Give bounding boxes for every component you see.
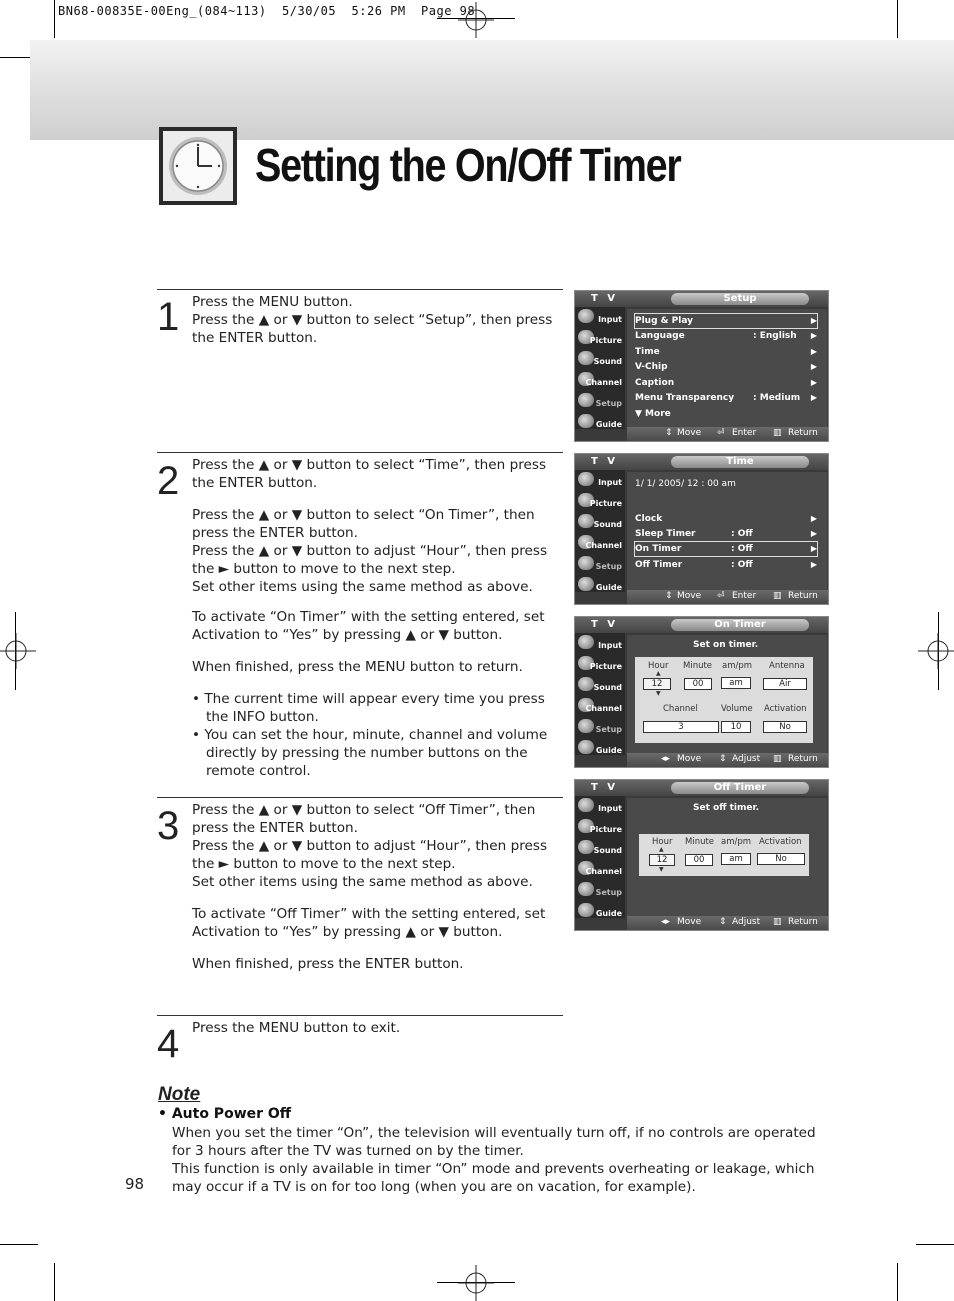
registration-mark-icon xyxy=(458,1265,494,1301)
clock-icon xyxy=(159,127,237,205)
sidebar-item-channel[interactable]: Channel xyxy=(575,696,625,716)
osd-menu xyxy=(627,309,827,427)
osd-sidebar xyxy=(575,796,625,918)
step-4-text xyxy=(192,1019,562,1037)
osd-top-bar xyxy=(575,291,828,307)
osd-message: Set on timer. xyxy=(693,640,759,650)
guide-icon xyxy=(578,740,594,754)
step-bullet: • You can set the hour, minute, channel and volume directly by pressing the number buttons on the remote control. xyxy=(192,727,548,779)
arrow-right-icon: ▶ xyxy=(810,378,817,387)
arrow-right-icon: ▶ xyxy=(810,316,817,325)
page-title: Setting the On/Off Timer xyxy=(255,139,681,191)
osd-header: Time xyxy=(671,456,809,468)
note-paragraph: When you set the timer “On”, the television will eventually turn off, if no controls are operated for 3 hours after the TV was turned on by the timer. xyxy=(172,1125,816,1159)
on-timer-panel: Hour Minute am/pm Antenna ▲ 12 ▼ 00 am Air Channel Volume Activation 3 10 No xyxy=(635,657,813,743)
osd-header: Setup xyxy=(671,293,809,305)
print-header: BN68-00835E-00Eng_(084~113) 5/30/05 5:26 PM Page 98 xyxy=(58,4,476,18)
menu-item-vchip[interactable]: V-Chip ▶ xyxy=(635,362,817,372)
clock-readout: 1/ 1/ 2005/ 12 : 00 am xyxy=(635,479,736,489)
menu-item-off-timer[interactable]: Off Timer : Off ▶ xyxy=(635,560,817,570)
return-icon: ▥ xyxy=(773,754,782,764)
sidebar-item-setup[interactable]: Setup xyxy=(575,391,625,411)
osd-top-bar xyxy=(575,454,828,470)
guide-icon xyxy=(578,577,594,591)
input-icon xyxy=(578,798,594,812)
osd-sidebar xyxy=(575,633,625,755)
osd-menu xyxy=(627,635,827,753)
adjust-icon: ⇕ xyxy=(719,917,727,927)
step-divider xyxy=(157,1015,563,1016)
setup-icon xyxy=(578,719,594,733)
setup-icon xyxy=(578,882,594,896)
osd-top-bar xyxy=(575,780,828,796)
osd-on-timer-screen xyxy=(574,616,829,768)
menu-item-time[interactable]: Time ▶ xyxy=(635,347,817,357)
step-paragraph: Press the MENU button. xyxy=(192,294,353,310)
osd-footer: ⇕ Move ⏎ Enter ▥ Return xyxy=(627,427,828,441)
menu-item-plug-play[interactable]: Plug & Play ▶ xyxy=(635,316,817,326)
registration-mark-icon xyxy=(918,633,954,669)
arrow-right-icon: ▶ xyxy=(810,529,817,538)
sidebar-item-input[interactable]: Input xyxy=(575,307,625,327)
arrow-down-icon: ▼ xyxy=(656,690,661,697)
sidebar-item-picture[interactable]: Picture xyxy=(575,491,625,511)
sidebar-item-picture[interactable]: Picture xyxy=(575,328,625,348)
osd-message: Set off timer. xyxy=(693,803,760,813)
crop-mark xyxy=(897,0,898,38)
step-paragraph: Set other items using the same method as above. xyxy=(192,579,533,595)
osd-header: Off Timer xyxy=(671,782,809,794)
osd-sidebar xyxy=(575,470,625,592)
input-icon xyxy=(578,309,594,323)
activation-field[interactable]: No xyxy=(757,853,805,865)
sidebar-item-guide[interactable]: Guide xyxy=(575,901,625,921)
note-text xyxy=(172,1124,822,1196)
ampm-field[interactable]: am xyxy=(721,677,751,689)
hour-field[interactable]: 12 xyxy=(649,854,675,866)
sidebar-item-guide[interactable]: Guide xyxy=(575,575,625,595)
volume-field[interactable]: 10 xyxy=(721,721,751,733)
arrow-right-icon: ▶ xyxy=(810,544,817,553)
minute-field[interactable]: 00 xyxy=(685,854,713,866)
input-icon xyxy=(578,472,594,486)
sidebar-item-picture[interactable]: Picture xyxy=(575,817,625,837)
sidebar-item-channel[interactable]: Channel xyxy=(575,370,625,390)
osd-top-bar xyxy=(575,617,828,633)
arrow-right-icon: ▶ xyxy=(810,347,817,356)
sidebar-item-sound[interactable]: Sound xyxy=(575,349,625,369)
menu-item-caption[interactable]: Caption ▶ xyxy=(635,378,817,388)
step-paragraph: Press the ▲ or ▼ button to select “Off Timer”, then press the ENTER button. xyxy=(192,802,536,836)
menu-item-sleep-timer[interactable]: Sleep Timer : Off ▶ xyxy=(635,529,817,539)
sound-icon xyxy=(578,677,594,691)
osd-sidebar xyxy=(575,307,625,429)
sidebar-item-channel[interactable]: Channel xyxy=(575,859,625,879)
menu-item-more[interactable]: ▼ More xyxy=(635,409,671,419)
hour-field[interactable]: 12 xyxy=(643,678,671,690)
menu-item-clock[interactable]: Clock ▶ xyxy=(635,514,817,524)
crop-mark xyxy=(54,1263,55,1301)
note-paragraph: This function is only available in timer “On” mode and prevents overheating or leakage, which may occur if a TV is on for too long (when you are on vacation, for example). xyxy=(172,1161,815,1195)
move-icon: ◂▸ xyxy=(661,754,671,764)
crop-mark xyxy=(54,0,55,38)
header-banner xyxy=(30,40,954,140)
arrow-up-icon: ▲ xyxy=(656,670,661,677)
registration-mark-icon xyxy=(458,2,494,38)
sidebar-item-guide[interactable]: Guide xyxy=(575,738,625,758)
ampm-field[interactable]: am xyxy=(721,853,751,865)
step-paragraph: To activate “Off Timer” with the setting entered, set Activation to “Yes” by pressing ▲ or ▼ button. xyxy=(192,906,546,940)
off-timer-panel: Hour Minute am/pm Activation ▲ 12 ▼ 00 am No xyxy=(639,834,809,876)
adjust-icon: ⇕ xyxy=(719,754,727,764)
step-paragraph: Press the ▲ or ▼ button to select “Setup”, then press the ENTER button. xyxy=(192,312,553,346)
step-divider xyxy=(157,289,563,290)
sidebar-item-setup[interactable]: Setup xyxy=(575,717,625,737)
setup-icon xyxy=(578,393,594,407)
sidebar-item-setup[interactable]: Setup xyxy=(575,880,625,900)
osd-footer: ◂▸ Move ⇕ Adjust ▥ Return xyxy=(627,916,828,930)
return-icon: ▥ xyxy=(773,591,782,601)
activation-field[interactable]: No xyxy=(763,721,807,733)
osd-time-screen xyxy=(574,453,829,605)
sidebar-item-input[interactable]: Input xyxy=(575,633,625,653)
note-heading: • Auto Power Off xyxy=(158,1106,292,1122)
step-1-text xyxy=(192,293,562,347)
minute-field[interactable]: 00 xyxy=(684,678,712,690)
menu-item-language[interactable]: Language : English ▶ xyxy=(635,331,817,341)
crop-mark xyxy=(916,1244,954,1245)
setup-icon xyxy=(578,556,594,570)
arrow-right-icon: ▶ xyxy=(810,514,817,523)
sound-icon xyxy=(578,840,594,854)
crop-mark xyxy=(897,1263,898,1301)
move-icon: ◂▸ xyxy=(661,917,671,927)
page-number: 98 xyxy=(125,1175,145,1193)
osd-tv-label: T V xyxy=(591,456,619,467)
menu-item-on-timer[interactable]: On Timer : Off ▶ xyxy=(635,544,817,554)
menu-item-menu-transparency[interactable]: Menu Transparency : Medium ▶ xyxy=(635,393,817,403)
note-title: Note xyxy=(158,1084,201,1105)
step-number: 1 xyxy=(157,295,180,339)
step-paragraph: Press the ▲ or ▼ button to select “Time”, then press the ENTER button. xyxy=(192,457,547,491)
osd-tv-label: T V xyxy=(591,782,619,793)
return-icon: ▥ xyxy=(773,917,782,927)
step-bullet: • The current time will appear every time you press the INFO button. xyxy=(192,691,545,725)
channel-field[interactable]: 3 xyxy=(643,721,719,733)
step-number: 4 xyxy=(157,1022,180,1066)
enter-icon: ⏎ xyxy=(717,591,725,601)
step-paragraph: To activate “On Timer” with the setting entered, set Activation to “Yes” by pressing ▲ or ▼ button. xyxy=(192,609,545,643)
arrow-right-icon: ▶ xyxy=(810,393,817,402)
osd-off-timer-screen xyxy=(574,779,829,931)
osd-setup-screen xyxy=(574,290,829,442)
registration-mark-icon xyxy=(0,633,36,669)
antenna-field[interactable]: Air xyxy=(763,678,807,690)
osd-footer: ⇕ Move ⏎ Enter ▥ Return xyxy=(627,590,828,604)
sidebar-item-input[interactable]: Input xyxy=(575,796,625,816)
step-paragraph: Press the MENU button to exit. xyxy=(192,1020,401,1036)
sidebar-item-sound[interactable]: Sound xyxy=(575,838,625,858)
arrow-right-icon: ▶ xyxy=(810,331,817,340)
sidebar-item-input[interactable]: Input xyxy=(575,470,625,490)
step-paragraph: When finished, press the MENU button to return. xyxy=(192,659,523,675)
return-icon: ▥ xyxy=(773,428,782,438)
sound-icon xyxy=(578,514,594,528)
step-divider xyxy=(157,797,563,798)
arrow-down-icon: ▼ xyxy=(659,866,664,873)
step-paragraph: Press the ▲ or ▼ button to adjust “Hour”, then press the ► button to move to the next step. xyxy=(192,838,548,872)
osd-menu xyxy=(627,798,827,916)
osd-footer: ◂▸ Move ⇕ Adjust ▥ Return xyxy=(627,753,828,767)
step-3-text xyxy=(192,801,562,973)
step-paragraph: Set other items using the same method as above. xyxy=(192,874,533,890)
sidebar-item-guide[interactable]: Guide xyxy=(575,412,625,432)
sidebar-item-sound[interactable]: Sound xyxy=(575,675,625,695)
step-number: 2 xyxy=(157,459,180,503)
enter-icon: ⏎ xyxy=(717,428,725,438)
sidebar-item-setup[interactable]: Setup xyxy=(575,554,625,574)
move-icon: ⇕ xyxy=(665,428,673,438)
move-icon: ⇕ xyxy=(665,591,673,601)
step-paragraph: Press the ▲ or ▼ button to select “On Timer”, then press the ENTER button. xyxy=(192,507,535,541)
step-number: 3 xyxy=(157,804,180,848)
osd-tv-label: T V xyxy=(591,619,619,630)
arrow-right-icon: ▶ xyxy=(810,362,817,371)
osd-tv-label: T V xyxy=(591,293,619,304)
step-2-text xyxy=(192,456,562,780)
step-divider xyxy=(157,452,563,453)
guide-icon xyxy=(578,414,594,428)
osd-header: On Timer xyxy=(671,619,809,631)
crop-mark xyxy=(0,1244,38,1245)
osd-menu xyxy=(627,472,827,590)
sound-icon xyxy=(578,351,594,365)
guide-icon xyxy=(578,903,594,917)
step-paragraph: Press the ▲ or ▼ button to adjust “Hour”, then press the ► button to move to the next step. xyxy=(192,543,548,577)
arrow-up-icon: ▲ xyxy=(659,846,664,853)
input-icon xyxy=(578,635,594,649)
arrow-right-icon: ▶ xyxy=(810,560,817,569)
step-paragraph: When finished, press the ENTER button. xyxy=(192,956,464,972)
sidebar-item-picture[interactable]: Picture xyxy=(575,654,625,674)
sidebar-item-channel[interactable]: Channel xyxy=(575,533,625,553)
sidebar-item-sound[interactable]: Sound xyxy=(575,512,625,532)
